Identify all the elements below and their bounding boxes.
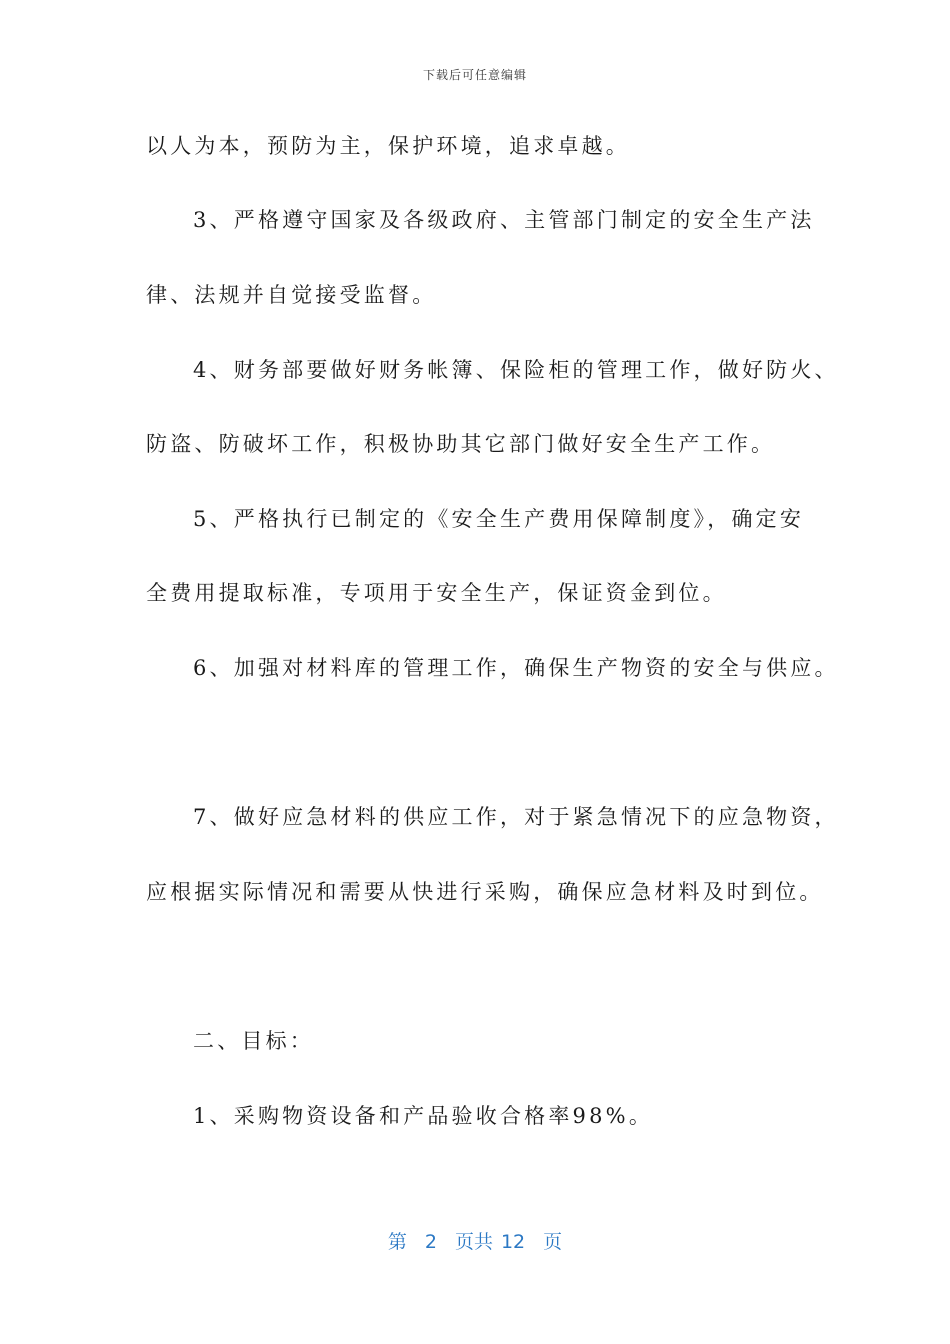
section-heading: 二、目标： <box>193 1029 314 1053</box>
footer-current-page: 2 <box>424 1231 437 1253</box>
body-line: 全费用提取标准，专项用于安全生产，保证资金到位。 <box>146 581 727 605</box>
footer-suffix: 页 <box>543 1231 563 1253</box>
body-line: 7、做好应急材料的供应工作，对于紧急情况下的应急物资， <box>193 805 839 829</box>
body-line: 应根据实际情况和需要从快进行采购，确保应急材料及时到位。 <box>146 880 824 904</box>
body-line: 6、加强对材料库的管理工作，确保生产物资的安全与供应。 <box>193 656 839 680</box>
body-line: 5、严格执行已制定的《安全生产费用保障制度》，确定安 <box>193 507 805 531</box>
footer-total-pages: 12 <box>500 1231 526 1253</box>
body-line: 律、法规并自觉接受监督。 <box>146 283 437 307</box>
body-line: 3、严格遵守国家及各级政府、主管部门制定的安全生产法 <box>193 208 815 232</box>
footer-prefix: 第 <box>387 1231 407 1253</box>
footer-middle: 页共 <box>454 1231 493 1253</box>
body-line: 4、财务部要做好财务帐簿、保险柜的管理工作，做好防火、 <box>193 358 839 382</box>
page-number-footer <box>0 1227 950 1254</box>
body-line: 以人为本，预防为主，保护环境，追求卓越。 <box>146 134 630 158</box>
body-line: 1、采购物资设备和产品验收合格率98%。 <box>193 1104 654 1128</box>
body-line: 防盗、防破坏工作，积极协助其它部门做好安全生产工作。 <box>146 432 776 456</box>
page-header-note: 下载后可任意编辑 <box>422 68 527 82</box>
